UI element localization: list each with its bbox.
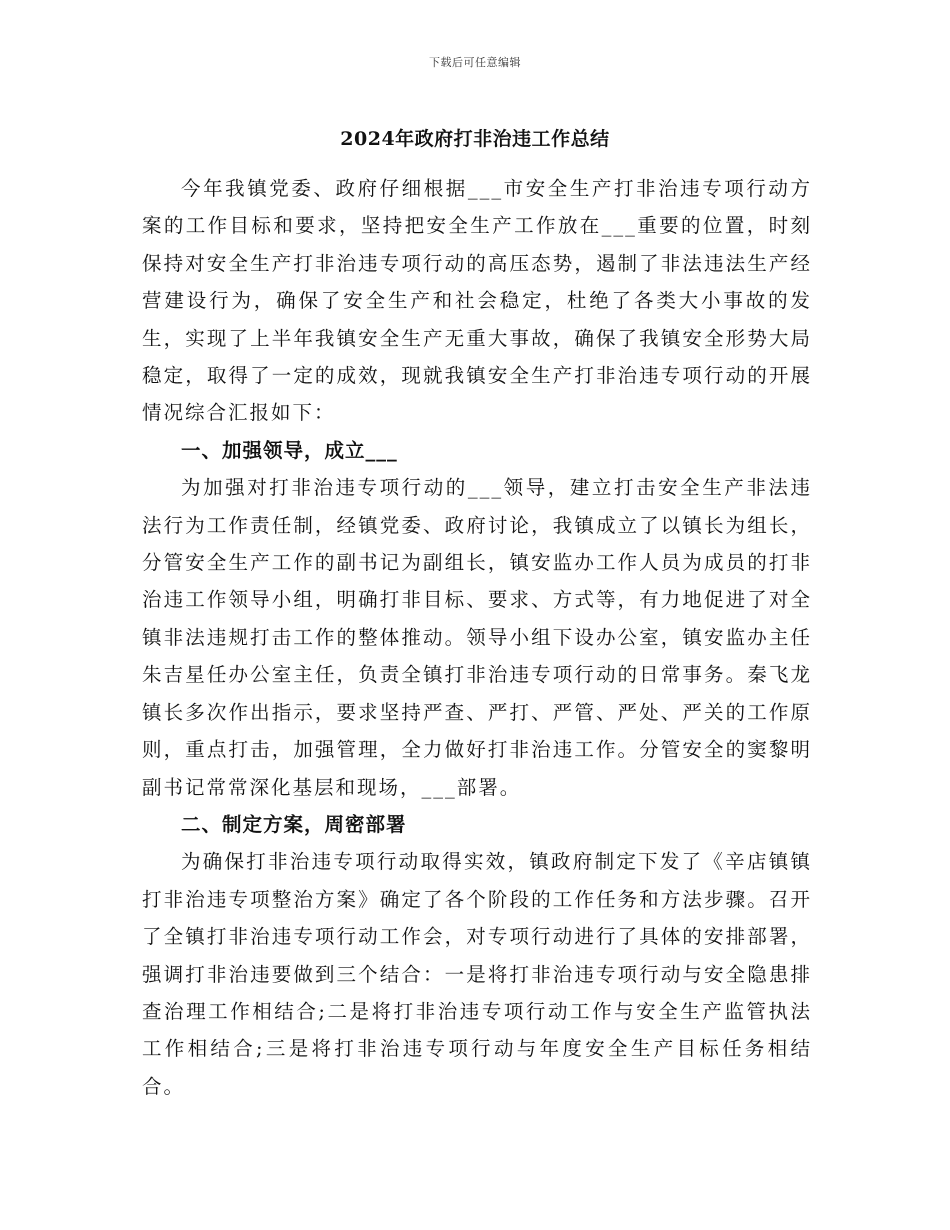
section-2-heading: 二、制定方案，周密部署	[181, 812, 407, 836]
header-note: 下载后可任意编辑	[429, 56, 521, 69]
section-1-heading: 一、加强领导，成立___	[181, 438, 398, 462]
document-title: 2024年政府打非治违工作总结	[340, 128, 610, 150]
section-1-paragraph: 为加强对打非治违专项行动的___领导，建立打击安全生产非法违法行为工作责任制，经镇党委、政府讨论，我镇成立了以镇长为组长，分管安全生产工作的副书记为副组长，镇安监办工作人员为成员的打非治违工作领导小组，明确打非目标、要求、方式等，有力地促进了对全镇非法违规打击工作的整体推动。领导小组下设办公室，镇安监办主任朱吉星任办公室主任，负责全镇打非治违专项行动的日常事务。秦飞龙镇长多次作出指示，要求坚持严查、严打、严管、严处、严关的工作原则，重点打击，加强管理，全力做好打非治违工作。分管安全的窦黎明副书记常常深化基层和现场，___部署。	[142, 476, 812, 799]
document-body	[142, 170, 812, 1105]
intro-paragraph: 今年我镇党委、政府仔细根据___市安全生产打非治违专项行动方案的工作目标和要求，坚持把安全生产工作放在___重要的位置，时刻保持对安全生产打非治违专项行动的高压态势，遏制了非法违法生产经营建设行为，确保了安全生产和社会稳定，杜绝了各类大小事故的发生，实现了上半年我镇安全生产无重大事故，确保了我镇安全形势大局稳定，取得了一定的成效，现就我镇安全生产打非治违专项行动的开展情况综合汇报如下：	[142, 177, 812, 425]
section-2-paragraph: 为确保打非治违专项行动取得实效，镇政府制定下发了《辛店镇镇打非治违专项整治方案》确定了各个阶段的工作任务和方法步骤。召开了全镇打非治违专项行动工作会，对专项行动进行了具体的安排部署，强调打非治违要做到三个结合：一是将打非治违专项行动与安全隐患排查治理工作相结合;二是将打非治违专项行动工作与安全生产监管执法工作相结合;三是将打非治违专项行动与年度安全生产目标任务相结合。	[142, 850, 812, 1098]
